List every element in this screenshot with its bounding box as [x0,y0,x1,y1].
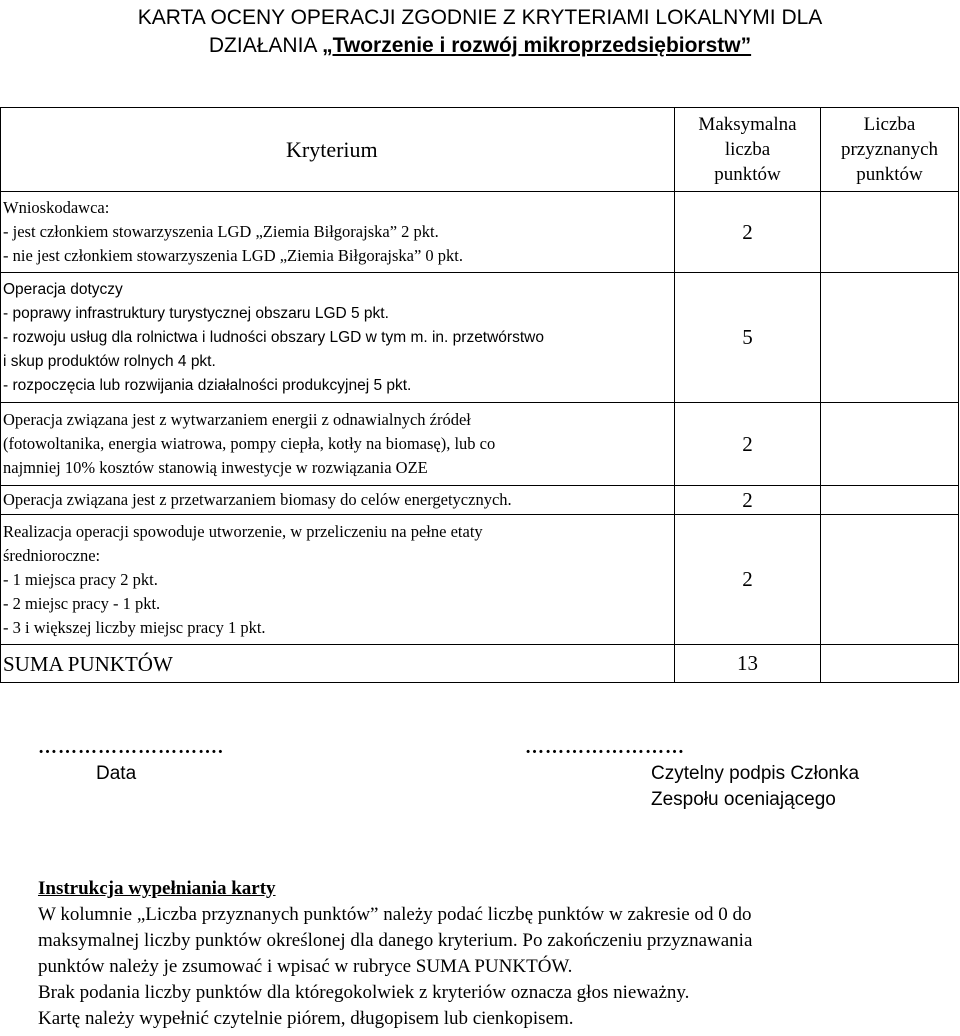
date-label: Data [96,763,137,784]
member-signature-block [525,735,859,813]
criterion-line: Operacja dotyczy [3,280,123,298]
criterion-line: - rozwoju usług dla rolnictwa i ludności obszary LGD w tym m. in. przetwórstwo [3,328,544,346]
criterion-line: - 3 i większej liczby miejsc pracy 1 pkt. [3,617,266,637]
criterion-line: najmniej 10% kosztów stanowią inwestycje w rozwiązania OZE [3,458,428,477]
max-points-cell: 2 [675,486,821,515]
instructions-heading: Instrukcja wypełniania karty [38,878,276,899]
instructions-line: Brak podania liczby punktów dla któregokolwiek z kryteriów oznacza głos nieważny. [38,982,690,1003]
header-kryterium: Kryterium [1,108,675,192]
criterion-cell [1,486,675,515]
max-points-cell: 2 [675,515,821,645]
header-max-line: liczba [724,139,771,160]
signature-label-line-1: Czytelny podpis Członka [651,763,860,784]
header-max-line: punktów [714,164,781,185]
header-max-points [675,108,821,192]
awarded-points-cell[interactable] [821,403,959,486]
table-row [1,192,959,273]
awarded-points-cell[interactable] [821,192,959,273]
table-row [1,403,959,486]
title-line-1: KARTA OCENY OPERACJI ZGODNIE Z KRYTERIAMI LOKALNYMI DLA [137,6,823,29]
criterion-cell [1,403,675,486]
table-header-row [1,108,959,192]
sum-max-points: 13 [675,645,821,683]
table-row [1,273,959,403]
criterion-line: - jest członkiem stowarzyszenia LGD „Ziemia Biłgorajska” 2 pkt. [3,222,439,241]
criterion-line: Wnioskodawca: [3,198,110,217]
criterion-cell [1,192,675,273]
max-points-cell: 5 [675,273,821,403]
max-points-cell: 2 [675,192,821,273]
criterion-line: (fotowoltanika, energia wiatrowa, pompy ciepła, kotły na biomasę), lub co [3,434,496,453]
criterion-line: Operacja związana jest z przetwarzaniem biomasy do celów energetycznych. [3,490,512,509]
title-program-name: „Tworzenie i rozwój mikroprzedsiębiorstw” [322,34,752,57]
instructions-line: maksymalnej liczby punktów określonej dla danego kryterium. Po zakończeniu przyznawania [38,930,753,951]
criteria-table [0,107,959,683]
date-signature-block [38,735,224,787]
signature-dotted-line[interactable]: …………………… [525,737,685,758]
document-title [0,4,960,60]
criterion-line: - nie jest członkiem stowarzyszenia LGD „Ziemia Biłgorajska” 0 pkt. [3,246,464,265]
instructions-line: punktów należy je zsumować i wpisać w rubryce SUMA PUNKTÓW. [38,956,573,977]
awarded-points-cell[interactable] [821,273,959,403]
title-prefix: DZIAŁANIA [208,34,323,57]
date-dotted-line[interactable]: ………………………. [38,737,224,758]
header-awarded-line: punktów [856,164,923,185]
header-awarded-points [821,108,959,192]
title-line-2 [0,32,960,60]
criterion-line: Operacja związana jest z wytwarzaniem energii z odnawialnych źródeł [3,410,471,429]
criterion-line: - 1 miejsca pracy 2 pkt. [3,569,158,589]
sum-row [1,645,959,683]
instructions [38,876,948,1032]
header-max-line: Maksymalna [698,114,797,135]
table-row [1,515,959,645]
criterion-line: Realizacja operacji spowoduje utworzenie, w przeliczeniu na pełne etaty [3,521,483,541]
signature-label-line-2: Zespołu oceniającego [651,789,836,810]
awarded-points-cell[interactable] [821,486,959,515]
instructions-line: Kartę należy wypełnić czytelnie piórem, długopisem lub cienkopisem. [38,1008,574,1029]
awarded-points-cell[interactable] [821,515,959,645]
criterion-cell [1,273,675,403]
criterion-line: i skup produktów rolnych 4 pkt. [3,352,216,370]
header-awarded-line: Liczba [863,114,916,135]
criterion-line: - poprawy infrastruktury turystycznej obszaru LGD 5 pkt. [3,304,389,322]
criterion-line: średnioroczne: [3,545,101,565]
max-points-cell: 2 [675,403,821,486]
criterion-line: - rozpoczęcia lub rozwijania działalności produkcyjnej 5 pkt. [3,376,412,394]
instructions-line: W kolumnie „Liczba przyznanych punktów” należy podać liczbę punktów w zakresie od 0 do [38,904,752,925]
sum-awarded-points[interactable] [821,645,959,683]
criterion-cell [1,515,675,645]
table-row [1,486,959,515]
sum-label: SUMA PUNKTÓW [1,645,675,683]
header-awarded-line: przyznanych [840,139,939,160]
criterion-line: - 2 miejsc pracy - 1 pkt. [3,593,161,613]
